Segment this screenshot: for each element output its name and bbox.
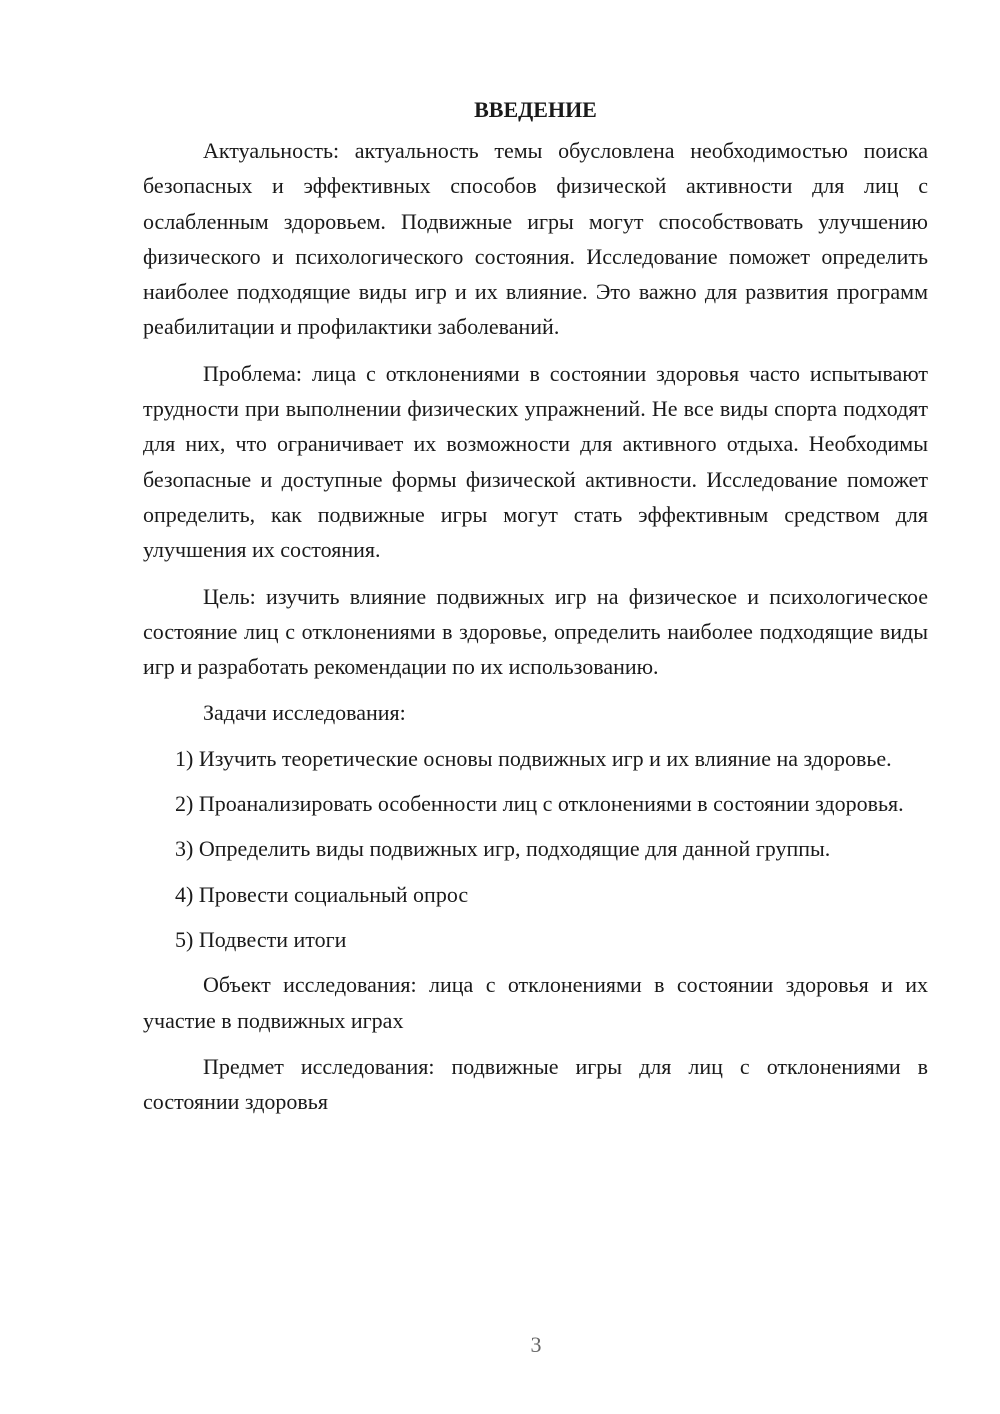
section-title: ВВЕДЕНИЕ <box>474 97 597 122</box>
task-item-1: 1) Изучить теоретические основы подвижных игр и их влияние на здоровье. <box>175 745 892 771</box>
page-number: 3 <box>530 1332 542 1357</box>
tasks-heading: Задачи исследования: <box>203 700 406 726</box>
object-paragraph: Объект исследования: лица с отклонениями в состоянии здоровья и их участие в подвижных играх <box>143 972 928 1033</box>
relevance-paragraph: Актуальность: актуальность темы обусловлена необходимостью поиска безопасных и эффективных способов физической активности для лиц с ослабленным здоровьем. Подвижные игры могут способствовать улучшению физического и психологического состояния. Исследование поможет определить наиболее подходящие виды игр и их влияние. Это важно для развития программ реабилитации и профилактики заболеваний. <box>143 138 928 340</box>
subject-paragraph: Предмет исследования: подвижные игры для лиц с отклонениями в состоянии здоровья <box>143 1053 928 1115</box>
goal-paragraph: Цель: изучить влияние подвижных игр на физическое и психологическое состояние лиц с отклонениями в здоровье, определить наиболее подходящие виды игр и разработать рекомендации по их использованию. <box>143 583 928 680</box>
task-item-3: 3) Определить виды подвижных игр, подходящие для данной группы. <box>175 836 831 862</box>
task-item-4: 4) Провести социальный опрос <box>175 881 469 907</box>
task-item-5: 5) Подвести итоги <box>175 926 347 952</box>
document-page <box>143 92 928 1130</box>
problem-paragraph: Проблема: лица с отклонениями в состоянии здоровья часто испытывают трудности при выполнении физических упражнений. Не все виды спорта подходят для них, что ограничивает их возможности для активного отдыха. Необходимы безопасные и доступные формы физической активности. Исследование поможет определить, как подвижные игры могут стать эффективным средством для улучшения их состояния. <box>143 360 928 563</box>
task-item-2: 2) Проанализировать особенности лиц с отклонениями в состоянии здоровья. <box>175 791 904 817</box>
